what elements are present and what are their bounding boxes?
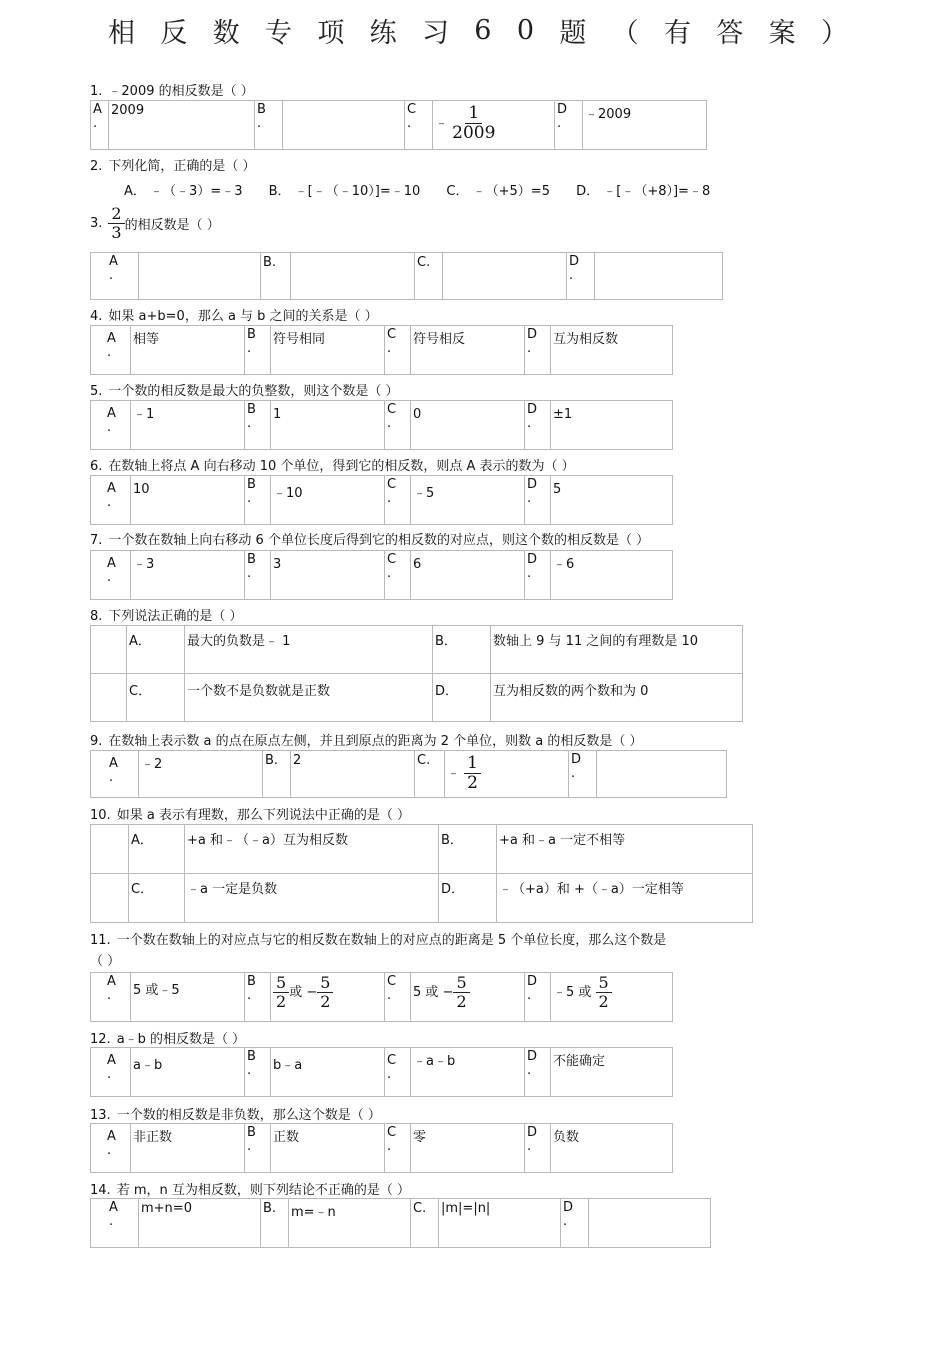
options-q6 <box>90 475 673 525</box>
option-c-label: C . <box>385 551 411 600</box>
question-text: a﹣b 的相反数是（ ） <box>116 1032 246 1047</box>
options-q13 <box>90 1123 673 1173</box>
option-a-value[interactable]: ﹣1 <box>131 401 245 450</box>
option-a-label: A . <box>91 973 131 1022</box>
option-c-label: C . <box>385 326 411 375</box>
option-b-label: B． <box>439 825 497 874</box>
question-number: 8. <box>90 609 103 624</box>
question-text: 一个数的相反数是最大的负整数，则这个数是（ ） <box>108 384 399 399</box>
option-d-value[interactable] <box>589 1199 711 1248</box>
option-b-label: B. <box>261 1199 289 1248</box>
title-char: 有 <box>663 17 691 49</box>
title-char: 0 <box>516 14 534 46</box>
fraction: $\frac{2}{3}$ <box>108 206 124 241</box>
question-9 <box>90 730 643 749</box>
option-c-label: C . <box>405 101 433 150</box>
option-a-label: A． <box>129 825 185 874</box>
option-c-value[interactable]: 一个数不是负数就是正数 <box>185 674 433 722</box>
option-d-value[interactable]: ﹣（+a）和 +（﹣a）一定相等 <box>497 874 753 923</box>
option-a-label: A . <box>91 1048 131 1097</box>
option-a-label: A . <box>91 751 139 798</box>
option-a-label: A . <box>91 1199 139 1248</box>
option-b-label: B. <box>263 751 291 798</box>
option-d-label: D . <box>525 476 551 525</box>
option-a-label: A . <box>91 1124 131 1173</box>
option-b-value[interactable]: ﹣10 <box>271 476 385 525</box>
option-c-value[interactable]: ﹣a﹣b <box>411 1048 525 1097</box>
option-a-value[interactable]: a﹣b <box>131 1048 245 1097</box>
option-d-value[interactable]: ﹣6 <box>551 551 673 600</box>
option-a-value[interactable]: 相等 <box>131 326 245 375</box>
option-a-value[interactable]: ﹣2 <box>139 751 263 798</box>
question-text: ﹣2009 的相反数是（ ） <box>108 84 254 99</box>
option-c-label: C． <box>127 674 185 722</box>
option-b-label: B . <box>245 1048 271 1097</box>
option-c-label: C . <box>385 1048 411 1097</box>
question-number: 13. <box>90 1108 111 1123</box>
option-c-label: C. <box>415 253 443 300</box>
question-text: 如果 a 表示有理数，那么下列说法中正确的是（ ） <box>116 808 411 823</box>
question-text: 如果 a+b=0，那么 a 与 b 之间的关系是（ ） <box>108 309 378 324</box>
question-6 <box>90 455 575 474</box>
question-text: 下列说法正确的是（ ） <box>108 609 243 624</box>
option-d-value[interactable]: ﹣2009 <box>583 101 707 150</box>
question-5 <box>90 380 399 399</box>
option-b[interactable]: B． ﹣[﹣（﹣10）]=﹣10 <box>268 184 421 199</box>
question-number: 3. <box>90 216 103 231</box>
options-q12 <box>90 1047 673 1097</box>
option-c-value[interactable]: ﹣5 <box>411 476 525 525</box>
option-d-label: D . <box>525 1048 551 1097</box>
option-a-label: A． <box>127 626 185 674</box>
option-d-label: D． <box>433 674 491 722</box>
question-number: 11. <box>90 933 111 948</box>
title-char: 专 <box>264 17 292 49</box>
option-b-value[interactable]: +a 和﹣a 一定不相等 <box>497 825 753 874</box>
question-7 <box>90 529 649 548</box>
option-a-value[interactable]: 最大的负数是﹣ 1 <box>185 626 433 674</box>
option-b-value[interactable]: 正数 <box>271 1124 385 1173</box>
option-c-label: C. <box>411 1199 439 1248</box>
option-c-label: C . <box>385 973 411 1022</box>
option-c-label: C . <box>385 1124 411 1173</box>
option-b-value[interactable] <box>283 101 405 150</box>
options-q7 <box>90 550 673 600</box>
question-text: 一个数在数轴上向右移动 6 个单位长度后得到它的相反数的对应点，则这个数的相反数是（ ） <box>108 533 650 548</box>
title-char: 练 <box>369 17 397 49</box>
option-a-label: A . <box>91 326 131 375</box>
option-b-value[interactable]: b﹣a <box>271 1048 385 1097</box>
option-a-value[interactable]: 10 <box>131 476 245 525</box>
question-number: 12. <box>90 1032 111 1047</box>
question-14 <box>90 1179 410 1198</box>
page-title <box>108 10 848 50</box>
option-b-value[interactable]: 2 <box>291 751 415 798</box>
options-q1 <box>90 100 707 150</box>
option-d-label: D . <box>555 101 583 150</box>
option-b-label: B . <box>245 401 271 450</box>
option-b-label: B. <box>261 253 291 300</box>
option-d-label: D . <box>525 401 551 450</box>
question-number: 1. <box>90 84 103 99</box>
question-number: 2. <box>90 159 103 174</box>
option-c-value[interactable]: |m|=|n| <box>439 1199 561 1248</box>
options-q14 <box>90 1198 711 1248</box>
option-c-value[interactable] <box>443 253 567 300</box>
options-q10 <box>90 824 753 923</box>
option-d-label: D . <box>569 751 597 798</box>
option-d-label: D . <box>525 973 551 1022</box>
option-d-value[interactable]: 5 <box>551 476 673 525</box>
option-b-value[interactable]: 符号相同 <box>271 326 385 375</box>
title-char: 相 <box>108 17 135 49</box>
option-b-label: B . <box>245 551 271 600</box>
option-b-value[interactable] <box>291 253 415 300</box>
option-d-value[interactable]: ±1 <box>551 401 673 450</box>
question-text: 下列化简，正确的是（ ） <box>108 159 256 174</box>
options-q2 <box>124 180 732 199</box>
option-d-label: D . <box>567 253 595 300</box>
option-a-label: A . <box>91 401 131 450</box>
question-8 <box>90 605 243 624</box>
option-b-value[interactable]: 3 <box>271 551 385 600</box>
question-number: 4. <box>90 309 103 324</box>
option-d[interactable]: D． ﹣[﹣（+8）]=﹣8 <box>576 184 711 199</box>
question-number: 6. <box>90 459 103 474</box>
option-a-value[interactable]: +a 和﹣（﹣a）互为相反数 <box>185 825 439 874</box>
options-q4 <box>90 325 673 375</box>
title-char: 6 <box>474 14 492 46</box>
option-c-label: C． <box>129 874 185 923</box>
option-a-label: A . <box>91 101 109 150</box>
option-b-value[interactable]: 1 <box>271 401 385 450</box>
option-c-value[interactable]: 0 <box>411 401 525 450</box>
question-text: 的相反数是（ ） <box>124 218 220 233</box>
option-c-value[interactable]: ﹣ $\frac{1}{2009}$ <box>433 101 555 150</box>
option-c-label: C . <box>385 401 411 450</box>
option-c-value[interactable]: ﹣ $\frac{1}{2}$ <box>445 751 569 798</box>
title-char: 反 <box>160 17 188 49</box>
option-c-value[interactable]: 零 <box>411 1124 525 1173</box>
options-q11 <box>90 972 673 1022</box>
question-2 <box>90 155 256 174</box>
title-char: （ <box>611 17 639 49</box>
question-text: 一个数的相反数是非负数，那么这个数是（ ） <box>116 1108 381 1123</box>
option-c[interactable]: C． ﹣（+5）=5 <box>446 184 550 199</box>
option-b-label: B . <box>245 476 271 525</box>
title-char: 数 <box>212 17 240 49</box>
question-12 <box>90 1028 245 1047</box>
option-a-value[interactable] <box>139 253 261 300</box>
option-c-value[interactable]: ﹣a 一定是负数 <box>185 874 439 923</box>
option-a[interactable]: A． ﹣（﹣3）=﹣3 <box>124 184 243 199</box>
option-d-value[interactable] <box>597 751 727 798</box>
option-a-value[interactable]: 2009 <box>109 101 255 150</box>
question-10 <box>90 804 410 823</box>
option-b-label: B . <box>245 326 271 375</box>
options-q5 <box>90 400 673 450</box>
option-a-label: A . <box>91 551 131 600</box>
option-b-value[interactable]: $\frac{5}{2}$ 或 − $\frac{5}{2}$ <box>271 973 385 1022</box>
option-a-value[interactable]: m+n=0 <box>139 1199 261 1248</box>
title-char: 题 <box>559 17 587 49</box>
question-3 <box>90 206 220 241</box>
option-d-label: D . <box>525 1124 551 1173</box>
options-q3 <box>90 252 723 300</box>
options-q8 <box>90 625 743 722</box>
option-a-value[interactable]: 非正数 <box>131 1124 245 1173</box>
options-q9 <box>90 750 727 798</box>
option-a-value[interactable]: ﹣3 <box>131 551 245 600</box>
option-b-value[interactable]: m=﹣n <box>289 1199 411 1248</box>
option-c-label: C . <box>385 476 411 525</box>
option-c-value[interactable]: 6 <box>411 551 525 600</box>
question-number: 5. <box>90 384 103 399</box>
option-c-value[interactable]: 5 或 − $\frac{5}{2}$ <box>411 973 525 1022</box>
question-11-paren: （ ） <box>90 954 121 969</box>
question-11 <box>90 929 666 948</box>
option-c-value[interactable]: 符号相反 <box>411 326 525 375</box>
title-char: 项 <box>317 17 345 49</box>
option-d-value[interactable] <box>595 253 723 300</box>
title-char: ） <box>820 17 848 49</box>
question-1 <box>90 80 254 99</box>
option-b-value[interactable]: 数轴上 9 与 11 之间的有理数是 10 <box>491 626 743 674</box>
option-d-value[interactable]: 互为相反数 <box>551 326 673 375</box>
option-d-label: D . <box>525 551 551 600</box>
question-number: 9. <box>90 734 103 749</box>
title-char: 答 <box>716 17 744 49</box>
option-a-label: A . <box>91 253 139 300</box>
option-d-label: D . <box>561 1199 589 1248</box>
option-d-value[interactable]: 互为相反数的两个数和为 0 <box>491 674 743 722</box>
question-text: 在数轴上将点 A 向右移动 10 个单位，得到它的相反数，则点 A 表示的数为（ ） <box>108 459 575 474</box>
option-b-label: B . <box>255 101 283 150</box>
option-d-label: D． <box>439 874 497 923</box>
option-d-value[interactable]: ﹣5 或 $\frac{5}{2}$ <box>551 973 673 1022</box>
option-c-label: C. <box>415 751 445 798</box>
option-b-label: B． <box>433 626 491 674</box>
option-d-label: D . <box>525 326 551 375</box>
option-b-label: B . <box>245 973 271 1022</box>
option-d-value[interactable]: 不能确定 <box>551 1048 673 1097</box>
question-text: 一个数在数轴上的对应点与它的相反数在数轴上的对应点的距离是 5 个单位长度，那么这个数是 <box>116 933 667 948</box>
title-char: 案 <box>768 17 796 49</box>
question-text: 若 m，n 互为相反数，则下列结论不正确的是（ ） <box>116 1183 410 1198</box>
question-number: 7. <box>90 533 103 548</box>
question-number: 10. <box>90 808 111 823</box>
option-a-value[interactable]: 5 或﹣5 <box>131 973 245 1022</box>
question-13 <box>90 1104 381 1123</box>
option-a-label: A . <box>91 476 131 525</box>
title-char: 习 <box>421 17 449 49</box>
question-4 <box>90 305 378 324</box>
question-text: 在数轴上表示数 a 的点在原点左侧，并且到原点的距离为 2 个单位，则数 a 的相反数是（ ） <box>108 734 643 749</box>
option-b-label: B . <box>245 1124 271 1173</box>
option-d-value[interactable]: 负数 <box>551 1124 673 1173</box>
question-number: 14. <box>90 1183 111 1198</box>
